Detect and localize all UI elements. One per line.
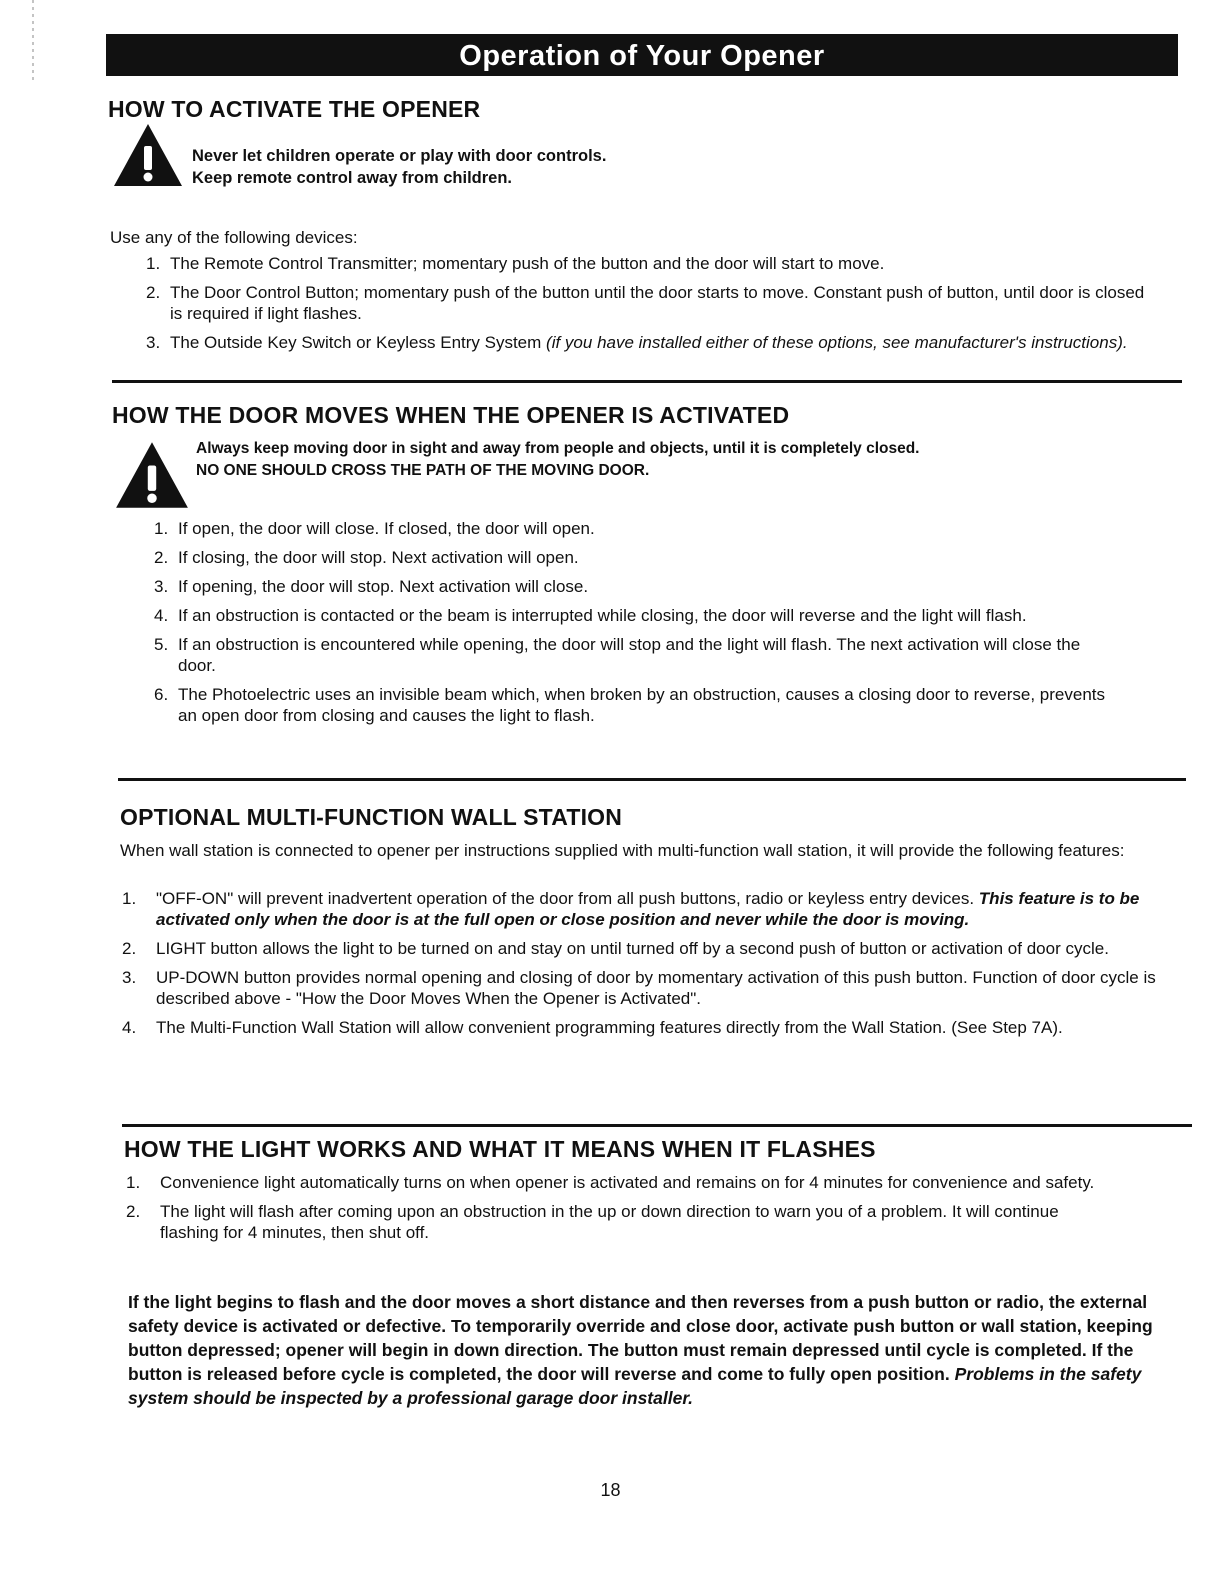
list-item <box>146 332 1156 353</box>
safety-notice-emphasis: Problems in the safety system should be inspected by a professional garage door installer. <box>128 1364 1142 1408</box>
item-number: 3. <box>122 968 137 987</box>
item-number: 2. <box>126 1202 141 1221</box>
item-text: The Door Control Button; momentary push of the button until the door starts to move. Constant push of button, until door is closed is required if light flashes. <box>170 283 1145 323</box>
safety-notice-text: If the light begins to flash and the door moves a short distance and then reverses from a push button or radio, the external safety device is activated or defective. To temporarily override and close door, activate push button or wall station, keeping button depressed; opener will begin in down direction. The button must remain depressed until cycle is completed. If the button is released before cycle is completed, the door will reverse and come to fully open position. <box>128 1292 1153 1384</box>
item-text: The Outside Key Switch or Keyless Entry System <box>170 333 542 352</box>
heading-activate: HOW TO ACTIVATE THE OPENER <box>108 96 481 122</box>
item-number: 1. <box>154 519 169 538</box>
item-number: 4. <box>122 1018 137 1037</box>
section-divider <box>118 778 1186 781</box>
activate-list <box>146 253 1156 361</box>
item-text: UP-DOWN button provides normal opening and closing of door by momentary activation of this push button. Function of door cycle is described above - "How the Door Moves When the Opener is Activated". <box>156 968 1156 1008</box>
list-item <box>154 684 1114 726</box>
item-number: 4. <box>154 606 169 625</box>
safety-notice <box>128 1290 1188 1410</box>
item-number: 3. <box>154 577 169 596</box>
margin-mark <box>32 0 34 80</box>
list-item <box>146 253 1156 274</box>
heading-wall-station: OPTIONAL MULTI-FUNCTION WALL STATION <box>120 804 623 830</box>
item-text: If an obstruction is encountered while opening, the door will stop and the light will flash. The next activation will close the door. <box>178 635 1081 675</box>
list-item <box>122 938 1182 959</box>
item-text: If closing, the door will stop. Next activation will open. <box>178 548 579 567</box>
item-text: The light will flash after coming upon an obstruction in the up or down direction to warn you of a problem. It will continue flashing for 4 minutes, then shut off. <box>160 1202 1059 1242</box>
wall-station-list <box>122 888 1182 1046</box>
item-number: 1. <box>126 1173 141 1192</box>
list-item <box>154 605 1114 626</box>
section-divider <box>122 1124 1192 1127</box>
item-text: "OFF-ON" will prevent inadvertent operation of the door from all push buttons, radio or keyless entry devices. <box>156 889 975 908</box>
item-text: The Remote Control Transmitter; momentary push of the button and the door will start to move. <box>170 254 885 273</box>
list-item <box>122 967 1182 1009</box>
list-item <box>126 1201 1106 1243</box>
section-divider <box>112 380 1182 383</box>
item-emphasis: This feature is to be activated only when the door is at the full open or close position and never while the door is moving. <box>156 889 1140 929</box>
item-number: 5. <box>154 635 169 654</box>
list-item <box>154 518 1114 539</box>
item-text: If open, the door will close. If closed, the door will open. <box>178 519 595 538</box>
item-number: 1. <box>122 889 137 908</box>
item-text: The Multi-Function Wall Station will allow convenient programming features directly from the Wall Station. (See Step 7A). <box>156 1018 1063 1037</box>
warning-triangle-icon <box>112 122 184 188</box>
wall-station-intro: When wall station is connected to opener per instructions supplied with multi-function wall station, it will provide the following features: <box>120 841 1125 860</box>
item-number: 3. <box>146 333 161 352</box>
item-text: LIGHT button allows the light to be turned on and stay on until turned off by a second push of button or activation of door cycle. <box>156 939 1109 958</box>
item-number: 2. <box>146 283 161 302</box>
activate-intro: Use any of the following devices: <box>110 228 358 247</box>
page-banner: Operation of Your Opener <box>106 34 1178 76</box>
warning-line: Keep remote control away from children. <box>192 169 512 187</box>
item-text: If opening, the door will stop. Next activation will close. <box>178 577 589 596</box>
light-works-list <box>126 1172 1106 1251</box>
item-text: Convenience light automatically turns on when opener is activated and remains on for 4 minutes for convenience and safety. <box>160 1173 1095 1192</box>
page-number: 18 <box>600 1480 621 1500</box>
item-number: 1. <box>146 254 161 273</box>
list-item <box>154 634 1114 676</box>
item-number: 2. <box>154 548 169 567</box>
list-item <box>126 1172 1106 1193</box>
heading-light-works: HOW THE LIGHT WORKS AND WHAT IT MEANS WHEN IT FLASHES <box>124 1136 876 1162</box>
list-item <box>122 1017 1182 1038</box>
item-number: 2. <box>122 939 137 958</box>
warning-line: Never let children operate or play with door controls. <box>192 147 607 165</box>
warning-activate <box>192 145 606 189</box>
item-text: The Photoelectric uses an invisible beam which, when broken by an obstruction, causes a closing door to reverse, prevents an open door from closing and causes the light to flash. <box>178 685 1105 725</box>
warning-line: Always keep moving door in sight and away from people and objects, until it is completely closed. <box>196 440 920 457</box>
warning-line: NO ONE SHOULD CROSS THE PATH OF THE MOVING DOOR. <box>196 462 650 479</box>
list-item <box>154 547 1114 568</box>
item-number: 6. <box>154 685 169 704</box>
heading-door-moves: HOW THE DOOR MOVES WHEN THE OPENER IS ACTIVATED <box>112 402 790 428</box>
warning-triangle-icon <box>114 440 190 510</box>
list-item <box>146 282 1156 324</box>
list-item <box>154 576 1114 597</box>
door-moves-list <box>154 518 1114 734</box>
list-item <box>122 888 1182 930</box>
warning-door-moves <box>196 438 919 482</box>
item-text: If an obstruction is contacted or the beam is interrupted while closing, the door will reverse and the light will flash. <box>178 606 1027 625</box>
item-note: (if you have installed either of these options, see manufacturer's instructions). <box>546 333 1128 352</box>
